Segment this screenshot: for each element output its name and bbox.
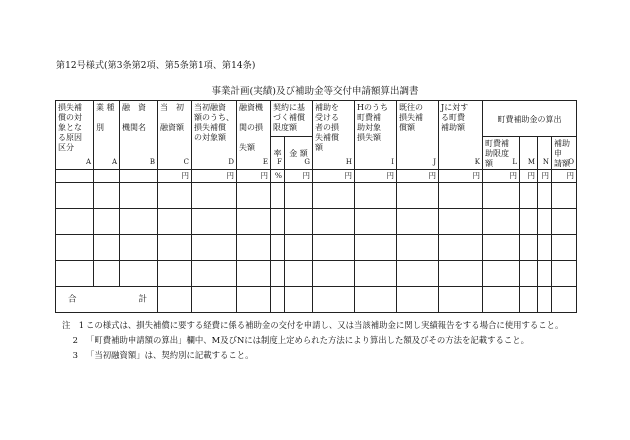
table-row xyxy=(56,235,577,261)
table-cell xyxy=(237,183,271,209)
unit-row xyxy=(56,170,577,183)
calculation-table xyxy=(55,100,577,313)
table-cell xyxy=(94,261,120,287)
table-cell xyxy=(120,235,158,261)
header-line: 補助額 xyxy=(441,123,465,132)
header-m xyxy=(520,137,538,170)
unit-c: 円 xyxy=(158,170,192,183)
header-line: 融 資 xyxy=(122,103,146,112)
table-cell xyxy=(271,209,285,235)
total-label-right: 計 xyxy=(138,294,147,305)
unit-f: % xyxy=(271,170,285,183)
table-cell xyxy=(552,183,577,209)
unit-h: 円 xyxy=(313,170,355,183)
header-line xyxy=(96,113,117,123)
header-line: 損失補 xyxy=(58,103,82,112)
table-cell xyxy=(313,209,355,235)
table-cell xyxy=(538,235,552,261)
table-cell xyxy=(56,183,94,209)
header-subsidy-limit xyxy=(483,137,520,170)
column-letter: L xyxy=(512,158,517,167)
header-line xyxy=(160,113,189,123)
header-guarantee-target xyxy=(192,101,237,170)
unit-e: 円 xyxy=(237,170,271,183)
table-cell xyxy=(313,183,355,209)
header-line xyxy=(522,139,535,149)
table-cell xyxy=(313,261,355,287)
table-cell xyxy=(192,183,237,209)
unit-j: 円 xyxy=(397,170,439,183)
unit-m: 円 xyxy=(520,170,538,183)
table-cell xyxy=(120,209,158,235)
table-cell xyxy=(158,209,192,235)
table-row xyxy=(56,209,577,235)
header-line: 象とな xyxy=(58,123,82,132)
table-cell xyxy=(120,183,158,209)
column-letter: C xyxy=(183,158,189,167)
header-line xyxy=(540,139,549,149)
note-number: 3 xyxy=(72,350,78,360)
header-line: る町費 xyxy=(441,113,465,122)
header-line: 町費補 xyxy=(357,113,381,122)
table-cell xyxy=(439,183,483,209)
table-cell xyxy=(397,209,439,235)
table-cell xyxy=(397,261,439,287)
column-letter: F xyxy=(277,158,282,167)
header-contract-limit xyxy=(271,101,313,137)
header-line: 関の損 xyxy=(239,123,263,132)
column-letter: G xyxy=(304,158,310,167)
table-cell xyxy=(192,209,237,235)
header-line: 償額 xyxy=(399,123,415,132)
table-cell xyxy=(285,209,313,235)
header-line: 限度額 xyxy=(273,123,297,132)
table-cell xyxy=(192,235,237,261)
table-cell xyxy=(439,261,483,287)
total-label-cell xyxy=(56,287,158,313)
table-cell xyxy=(56,209,94,235)
header-subsidy-target xyxy=(355,101,397,170)
note-text: この様式は、損失補償に要する経費に係る補助金の交付を申請し、又は当該補助金に関し実績報告をする場合に使用すること。 xyxy=(86,320,564,330)
header-line: 失補償 xyxy=(315,133,339,142)
unit-k: 円 xyxy=(439,170,483,183)
column-letter: O xyxy=(568,158,574,167)
column-letter: I xyxy=(391,158,394,167)
header-subsidy-calc xyxy=(483,101,577,137)
table-cell xyxy=(552,209,577,235)
table-cell xyxy=(538,183,552,209)
table-cell xyxy=(271,235,285,261)
table-cell xyxy=(483,209,520,235)
table-cell xyxy=(192,261,237,287)
table-cell xyxy=(94,235,120,261)
unit-i: 円 xyxy=(355,170,397,183)
table-cell xyxy=(237,261,271,287)
table-cell xyxy=(158,183,192,209)
table-cell xyxy=(520,235,538,261)
header-line: 失額 xyxy=(239,143,255,152)
table-cell xyxy=(285,183,313,209)
notes xyxy=(62,318,563,363)
header-line xyxy=(239,133,268,143)
table-cell xyxy=(552,235,577,261)
unit-l: 円 xyxy=(483,170,520,183)
header-past-compensation xyxy=(397,101,439,170)
header-cause-category xyxy=(56,101,94,170)
total-row xyxy=(56,287,577,313)
table-cell xyxy=(439,209,483,235)
header-lender-loss xyxy=(237,101,271,170)
table-cell xyxy=(520,261,538,287)
header-line: 助限度 xyxy=(485,149,509,158)
table-cell xyxy=(397,235,439,261)
column-letter: M xyxy=(527,158,535,167)
document-title: 事業計画(実績)及び補助金等交付申請額算出調書 xyxy=(211,86,419,97)
header-line: 当 初 xyxy=(160,103,184,112)
header-application-amount xyxy=(552,137,577,170)
unit-n: 円 xyxy=(538,170,552,183)
unit-o: 円 xyxy=(552,170,577,183)
note-text: 「当初融資額」は、契約別に記載すること。 xyxy=(86,350,254,360)
header-line: る原因 xyxy=(58,133,82,142)
header-line: 契約に基 xyxy=(273,103,305,112)
header-n xyxy=(538,137,552,170)
header-line: 当初融資 xyxy=(194,103,226,112)
header-line: 率 xyxy=(273,149,282,158)
table-row xyxy=(56,261,577,287)
table-cell xyxy=(56,235,94,261)
table-row xyxy=(56,183,577,209)
note-number: 2 xyxy=(72,335,78,345)
header-line: Hのうち xyxy=(357,103,388,112)
column-letter: B xyxy=(149,158,155,167)
header-line: 受ける xyxy=(315,113,339,122)
header-lender xyxy=(120,101,158,170)
note-1 xyxy=(62,318,563,333)
header-line: 損失額 xyxy=(357,133,381,142)
header-line: 補助申 xyxy=(554,139,570,158)
table-cell xyxy=(271,183,285,209)
note-3 xyxy=(62,348,563,363)
header-line: 融資機 xyxy=(239,103,263,112)
header-line: 融資額 xyxy=(160,123,184,132)
header-line: 町費補 xyxy=(485,139,509,148)
column-letter: K xyxy=(474,158,480,167)
column-letter: D xyxy=(228,158,234,167)
header-line: 区分 xyxy=(58,143,74,152)
table-cell xyxy=(237,235,271,261)
table-cell xyxy=(94,183,120,209)
column-letter: H xyxy=(345,158,352,167)
table-cell xyxy=(313,235,355,261)
header-line: 額のうち、 xyxy=(194,113,234,122)
table-cell xyxy=(538,209,552,235)
unit-d: 円 xyxy=(192,170,237,183)
table-cell xyxy=(538,261,552,287)
note-2 xyxy=(62,333,563,348)
table-cell xyxy=(552,261,577,287)
table-cell xyxy=(56,261,94,287)
table-cell xyxy=(483,235,520,261)
table-cell xyxy=(520,209,538,235)
table-cell xyxy=(397,183,439,209)
table-cell xyxy=(483,261,520,287)
header-line: 業 種 xyxy=(96,103,115,112)
table-cell xyxy=(158,235,192,261)
header-line: 額 xyxy=(485,159,493,168)
table-cell xyxy=(94,209,120,235)
header-line: 損失補 xyxy=(399,113,423,122)
table-cell xyxy=(237,209,271,235)
column-letter: E xyxy=(262,158,268,167)
header-line: 金 額 xyxy=(289,149,308,158)
header-line: 機関名 xyxy=(122,123,146,132)
table-cell xyxy=(355,261,397,287)
column-letter: A xyxy=(85,158,91,167)
header-industry xyxy=(94,101,120,170)
total-label-left: 合 xyxy=(68,294,77,305)
header-recipient-loss xyxy=(313,101,355,170)
header-line: づく補償 xyxy=(273,113,305,122)
header-line: 既往の xyxy=(399,103,423,112)
table-cell xyxy=(158,261,192,287)
table-cell xyxy=(439,235,483,261)
table-cell xyxy=(285,261,313,287)
header-line: 別 xyxy=(96,123,104,132)
header-line: 補助を xyxy=(315,103,339,112)
table-cell xyxy=(483,183,520,209)
table-cell xyxy=(120,261,158,287)
table-cell xyxy=(285,235,313,261)
table-cell xyxy=(355,183,397,209)
header-line: Jに対す xyxy=(441,103,469,112)
note-number: 注 1 xyxy=(62,320,85,330)
column-letter: J xyxy=(433,158,436,167)
column-letter: N xyxy=(542,158,549,167)
header-line: 助対象 xyxy=(357,123,381,132)
header-line: 者の損 xyxy=(315,123,339,132)
header-rate xyxy=(271,137,285,170)
form-number: 第12号様式(第3条第2項、第5条第1項、第14条) xyxy=(56,61,256,71)
note-text: 「町費補助申請額の算出」欄中、M及びNには制度上定められた方法により算出した額及びその方法を記載すること。 xyxy=(86,335,530,345)
unit-g: 円 xyxy=(285,170,313,183)
table-cell xyxy=(355,209,397,235)
header-line: 町費補助金の算出 xyxy=(497,114,562,124)
header-line: 額 xyxy=(315,143,323,152)
header-initial-loan xyxy=(158,101,192,170)
header-line: 損失補償 xyxy=(194,123,226,132)
header-line xyxy=(122,113,155,123)
table-cell xyxy=(271,261,285,287)
table-cell xyxy=(355,235,397,261)
header-amount xyxy=(285,137,313,170)
header-line xyxy=(239,113,268,123)
header-line: の対象額 xyxy=(194,133,226,142)
header-town-subsidy xyxy=(439,101,483,170)
table-cell xyxy=(520,183,538,209)
header-line: 請額 xyxy=(554,159,570,168)
header-line: 償の対 xyxy=(58,113,82,122)
column-letter: A xyxy=(111,158,117,167)
